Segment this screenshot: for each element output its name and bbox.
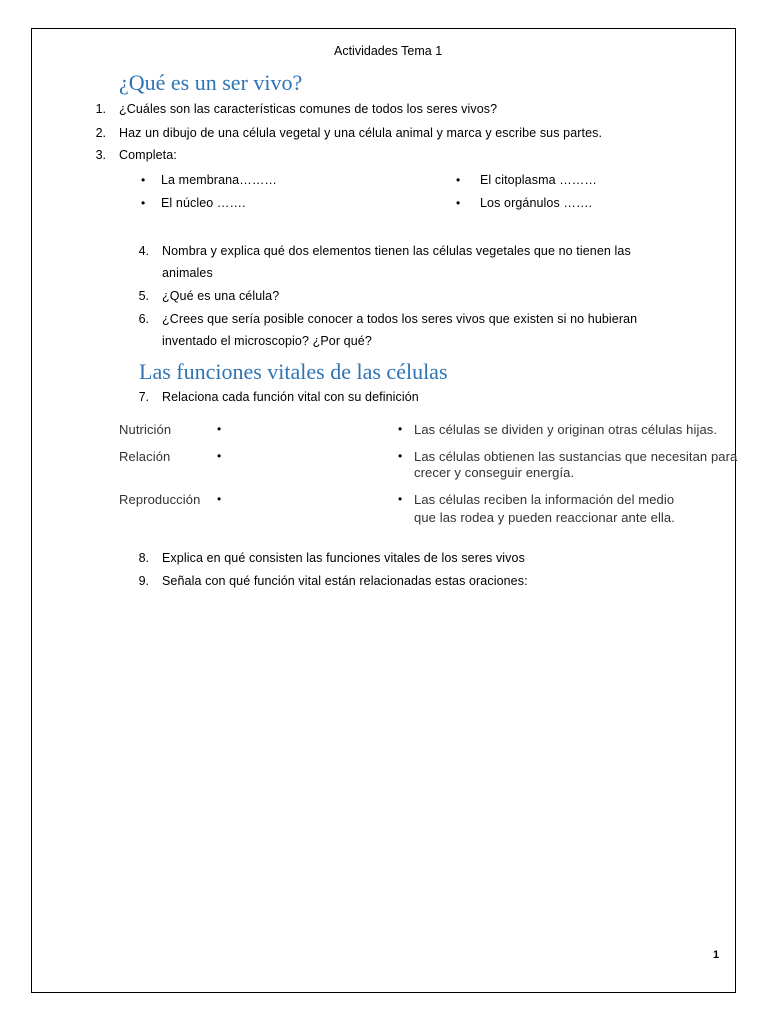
list-number: 4. (138, 244, 149, 258)
list-number: 8. (138, 551, 149, 565)
bullet: • (456, 173, 461, 187)
match-dot: • (398, 422, 403, 436)
definition-text-continued: que las rodea y pueden reaccionar ante ella. (414, 510, 675, 525)
question-text: ¿Crees que sería posible conocer a todos los seres vivos que existen si no hubieran (162, 312, 638, 326)
question-text: Nombra y explica qué dos elementos tienen las células vegetales que no tienen las (162, 244, 631, 258)
list-number: 2. (95, 126, 106, 140)
fill-in-item: El citoplasma ……… (480, 173, 598, 187)
definition-text: Las células obtienen las sustancias que necesitan para (414, 449, 738, 464)
match-dot: • (217, 492, 222, 506)
list-number: 5. (138, 289, 149, 303)
page-header: Actividades Tema 1 (334, 44, 443, 58)
question-text: ¿Qué es una célula? (162, 289, 280, 303)
bullet: • (456, 196, 461, 210)
match-dot: • (217, 422, 222, 436)
question-text-continued: inventado el microscopio? ¿Por qué? (162, 334, 372, 348)
question-text-continued: animales (162, 266, 213, 280)
match-dot: • (398, 492, 403, 506)
section-title: Las funciones vitales de las células (139, 359, 448, 384)
function-label: Reproducción (119, 492, 201, 507)
question-text: Explica en qué consisten las funciones vitales de los seres vivos (162, 551, 525, 565)
fill-in-item: El núcleo ……. (161, 196, 246, 210)
match-dot: • (217, 449, 222, 463)
question-text: Completa: (119, 148, 177, 162)
fill-in-item: La membrana……… (161, 173, 278, 187)
list-number: 6. (138, 312, 149, 326)
question-text: Haz un dibujo de una célula vegetal y una célula animal y marca y escribe sus partes. (119, 126, 603, 140)
fill-in-item: Los orgánulos ……. (480, 196, 593, 210)
definition-text: Las células se dividen y originan otras células hijas. (414, 422, 718, 437)
list-number: 7. (138, 390, 149, 404)
definition-text: Las células reciben la información del medio (414, 492, 675, 507)
list-number: 3. (95, 148, 106, 162)
bullet: • (141, 173, 146, 187)
question-text: Señala con qué función vital están relacionadas estas oraciones: (162, 574, 528, 588)
function-label: Nutrición (119, 422, 172, 437)
question-text: ¿Cuáles son las características comunes de todos los seres vivos? (119, 102, 498, 116)
page-number: 1 (713, 949, 720, 961)
bullet: • (141, 196, 146, 210)
question-text: Relaciona cada función vital con su definición (162, 390, 419, 404)
definition-text-continued: crecer y conseguir energía. (414, 465, 575, 480)
section-title: ¿Qué es un ser vivo? (119, 70, 303, 95)
match-dot: • (398, 449, 403, 463)
list-number: 9. (138, 574, 149, 588)
function-label: Relación (119, 449, 171, 464)
list-number: 1. (95, 102, 106, 116)
